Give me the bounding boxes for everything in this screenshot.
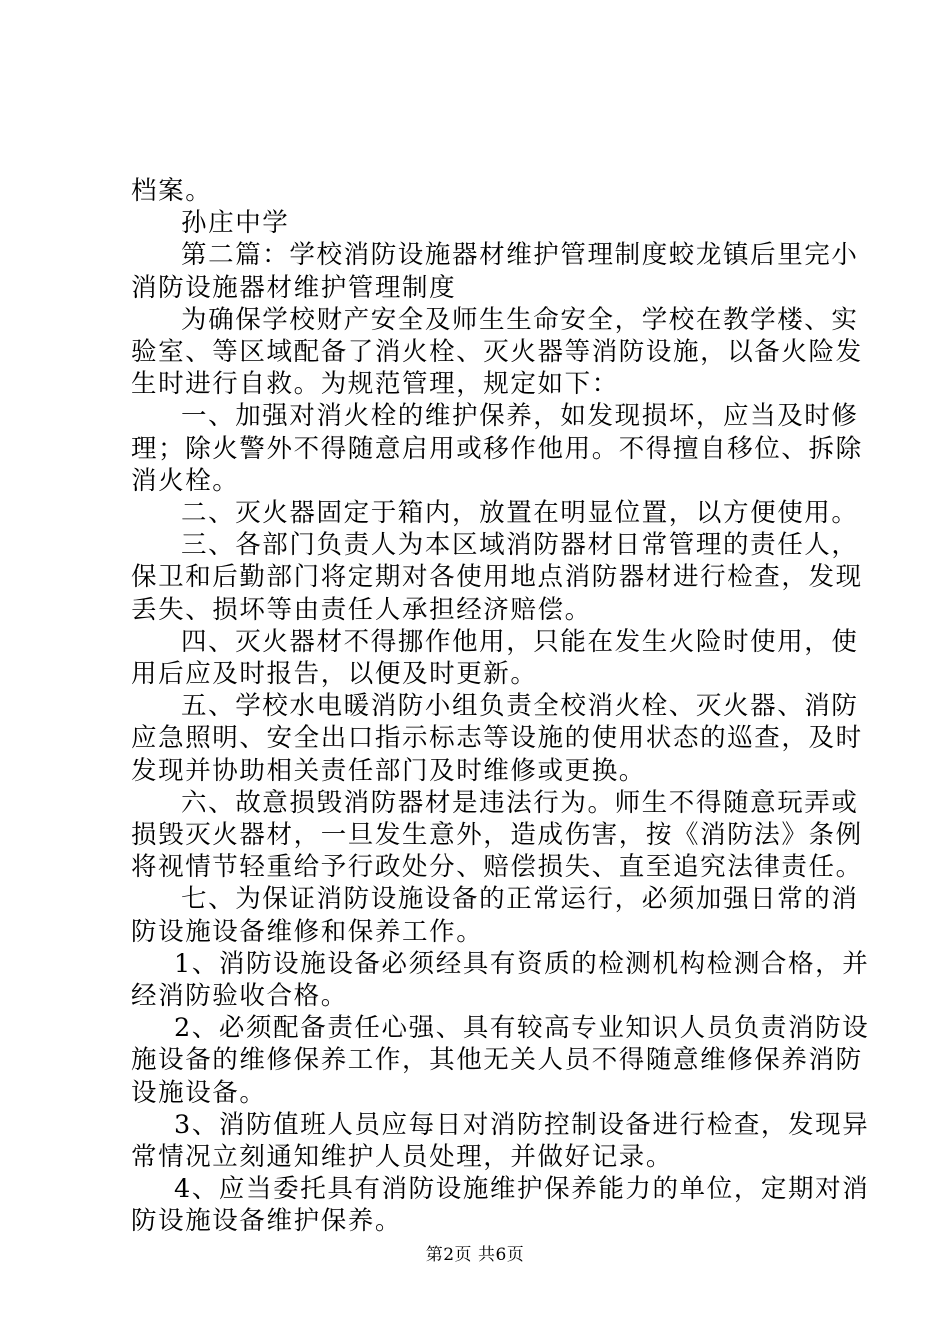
text-line: 六、故意损毁消防器材是违法行为。师生不得随意玩弄或 xyxy=(181,788,859,818)
text-line: 丢失、损坏等由责任人承担经济赔偿。 xyxy=(131,595,592,625)
text-line: 理；除火警外不得随意启用或移作他用。不得擅自移位、拆除 xyxy=(131,434,863,464)
text-line: 七、为保证消防设施设备的正常运行，必须加强日常的消 xyxy=(181,884,859,914)
text-line: 四、灭火器材不得挪作他用，只能在发生火险时使用，使 xyxy=(181,627,859,657)
text-line: 1、消防设施设备必须经具有资质的检测机构检测合格，并 xyxy=(174,949,870,979)
text-line: 五、学校水电暖消防小组负责全校消火栓、灭火器、消防 xyxy=(181,691,859,721)
text-line: 2、必须配备责任心强、具有较高专业知识人员负责消防设 xyxy=(174,1013,870,1043)
text-line: 施设备的维修保养工作，其他无关人员不得随意维修保养消防 xyxy=(131,1045,863,1075)
text-line: 4、应当委托具有消防设施维护保养能力的单位，定期对消 xyxy=(174,1174,870,1204)
text-line: 验室、等区域配备了消火栓、灭火器等消防设施，以备火险发 xyxy=(131,337,863,367)
text-line: 三、各部门负责人为本区域消防器材日常管理的责任人， xyxy=(181,530,859,560)
text-line: 常情况立刻通知维护人员处理，并做好记录。 xyxy=(131,1142,674,1172)
text-line: 孙庄中学 xyxy=(181,208,290,238)
text-line: 损毁灭火器材，一旦发生意外，造成伤害，按《消防法》条例 xyxy=(131,820,863,850)
text-line: 保卫和后勤部门将定期对各使用地点消防器材进行检查，发现 xyxy=(131,562,863,592)
text-line: 第二篇：学校消防设施器材维护管理制度蛟龙镇后里完小 xyxy=(181,240,859,270)
text-line: 用后应及时报告，以便及时更新。 xyxy=(131,659,538,689)
text-line: 生时进行自救。为规范管理，规定如下： xyxy=(131,369,619,399)
text-line: 消火栓。 xyxy=(131,466,240,496)
text-line: 经消防验收合格。 xyxy=(131,981,348,1011)
text-line: 消防设施器材维护管理制度 xyxy=(131,273,457,303)
text-line: 设施设备。 xyxy=(131,1078,267,1108)
text-line: 防设施设备维护保养。 xyxy=(131,1206,403,1236)
text-line: 档案。 xyxy=(131,176,213,206)
page-number-footer: 第2页 共6页 xyxy=(425,1245,525,1265)
text-line: 为确保学校财产安全及师生生命安全，学校在教学楼、实 xyxy=(181,305,859,335)
text-line: 将视情节轻重给予行政处分、赔偿损失、直至追究法律责任。 xyxy=(131,852,863,882)
text-line: 发现并协助相关责任部门及时维修或更换。 xyxy=(131,756,646,786)
text-line: 二、灭火器固定于箱内，放置在明显位置，以方便使用。 xyxy=(181,498,859,528)
text-line: 3、消防值班人员应每日对消防控制设备进行检查，发现异 xyxy=(174,1110,870,1140)
text-line: 一、加强对消火栓的维护保养，如发现损坏，应当及时修 xyxy=(181,401,859,431)
text-line: 应急照明、安全出口指示标志等设施的使用状态的巡查，及时 xyxy=(131,723,863,753)
text-line: 防设施设备维修和保养工作。 xyxy=(131,917,484,947)
